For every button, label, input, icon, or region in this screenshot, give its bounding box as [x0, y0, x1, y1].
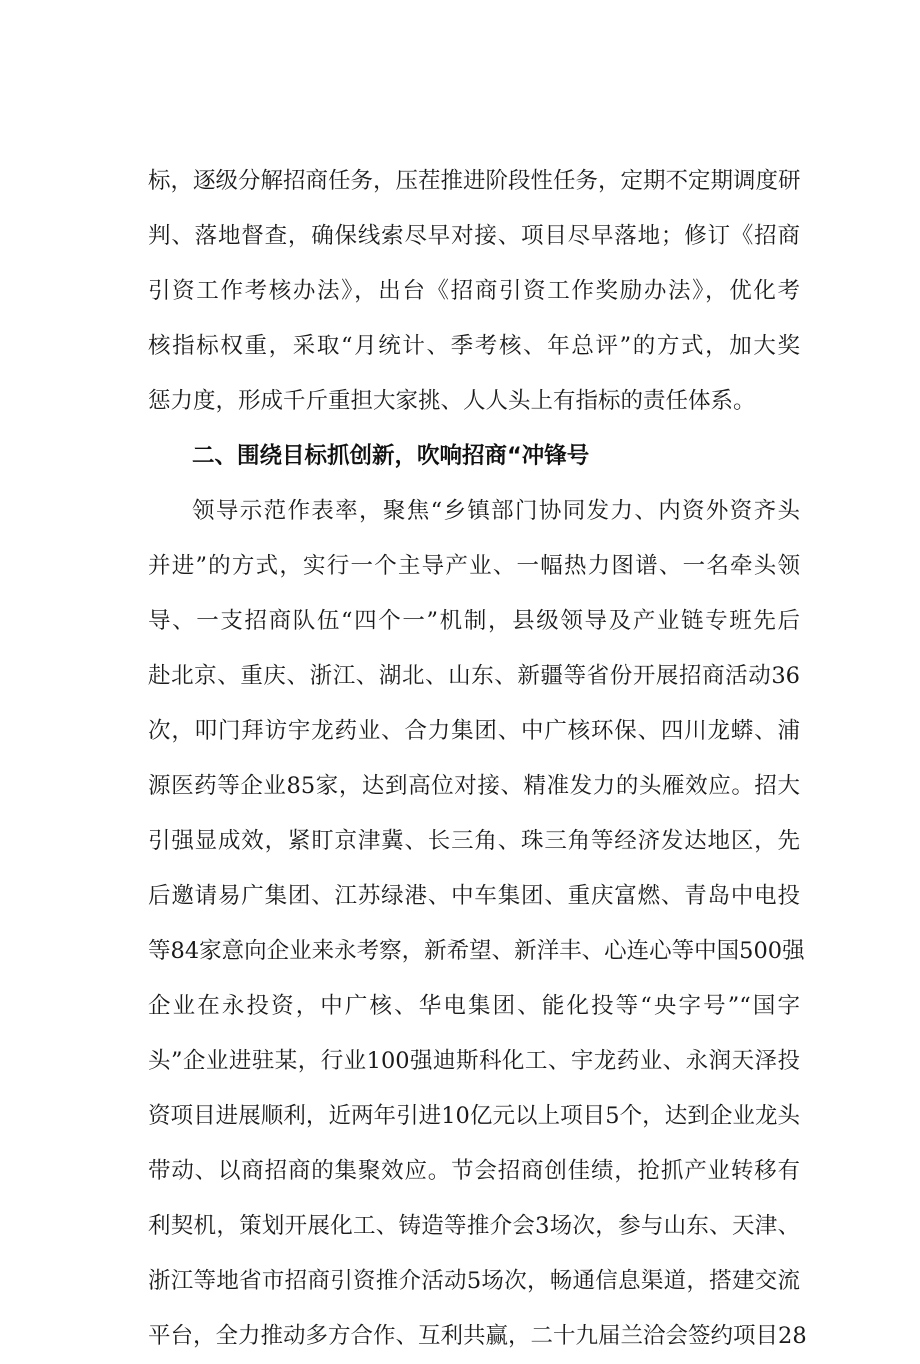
document-body: [148, 154, 807, 1364]
paragraph-line: 等84家意向企业来永考察，新希望、新洋丰、心连心等中国500强: [148, 938, 805, 964]
paragraph-line: 次，叩门拜访宇龙药业、合力集团、中广核环保、四川龙蟒、浦: [148, 718, 800, 744]
paragraph-line: 引资工作考核办法》，出台《招商引资工作奖励办法》，优化考: [148, 278, 800, 304]
paragraph-line: 企业在永投资，中广核、华电集团、能化投等“央字号”“国字: [148, 993, 800, 1019]
paragraph-line: 引强显成效，紧盯京津冀、长三角、珠三角等经济发达地区，先: [148, 828, 800, 854]
paragraph-line: 资项目进展顺利，近两年引进10亿元以上项目5个，达到企业龙头: [148, 1103, 800, 1129]
paragraph-line: 领导示范作表率，聚焦“乡镇部门协同发力、内资外资齐头: [192, 498, 800, 524]
paragraph-line: 导、一支招商队伍“四个一”机制，县级领导及产业链专班先后: [148, 608, 800, 634]
paragraph-line: 利契机，策划开展化工、铸造等推介会3场次，参与山东、天津、: [148, 1213, 800, 1239]
paragraph-line: 核指标权重，采取“月统计、季考核、年总评”的方式，加大奖: [148, 333, 800, 359]
paragraph-line: 惩力度，形成千斤重担大家挑、人人头上有指标的责任体系。: [148, 388, 756, 414]
paragraph-1: [148, 154, 800, 429]
paragraph-line: 源医药等企业85家，达到高位对接、精准发力的头雁效应。招大: [148, 773, 800, 799]
paragraph-2: [148, 484, 807, 1364]
paragraph-line: 带动、以商招商的集聚效应。节会招商创佳绩，抢抓产业转移有: [148, 1158, 800, 1184]
paragraph-line: 头”企业进驻某，行业100强迪斯科化工、宇龙药业、永润天泽投: [148, 1048, 800, 1074]
paragraph-line: 平台，全力推动多方合作、互利共赢，二十九届兰洽会签约项目28: [148, 1323, 807, 1349]
section-heading: 二、围绕目标抓创新，吹响招商“冲锋号: [192, 443, 590, 469]
paragraph-line: 后邀请易广集团、江苏绿港、中车集团、重庆富燃、青岛中电投: [148, 883, 800, 909]
paragraph-line: 赴北京、重庆、浙江、湖北、山东、新疆等省份开展招商活动36: [148, 663, 800, 689]
paragraph-line: 标，逐级分解招商任务，压茬推进阶段性任务，定期不定期调度研: [148, 168, 801, 194]
paragraph-line: 浙江等地省市招商引资推介活动5场次，畅通信息渠道，搭建交流: [148, 1268, 800, 1294]
paragraph-line: 判、落地督查，确保线索尽早对接、项目尽早落地；修订《招商: [148, 223, 800, 249]
paragraph-line: 并进”的方式，实行一个主导产业、一幅热力图谱、一名牵头领: [148, 553, 800, 579]
